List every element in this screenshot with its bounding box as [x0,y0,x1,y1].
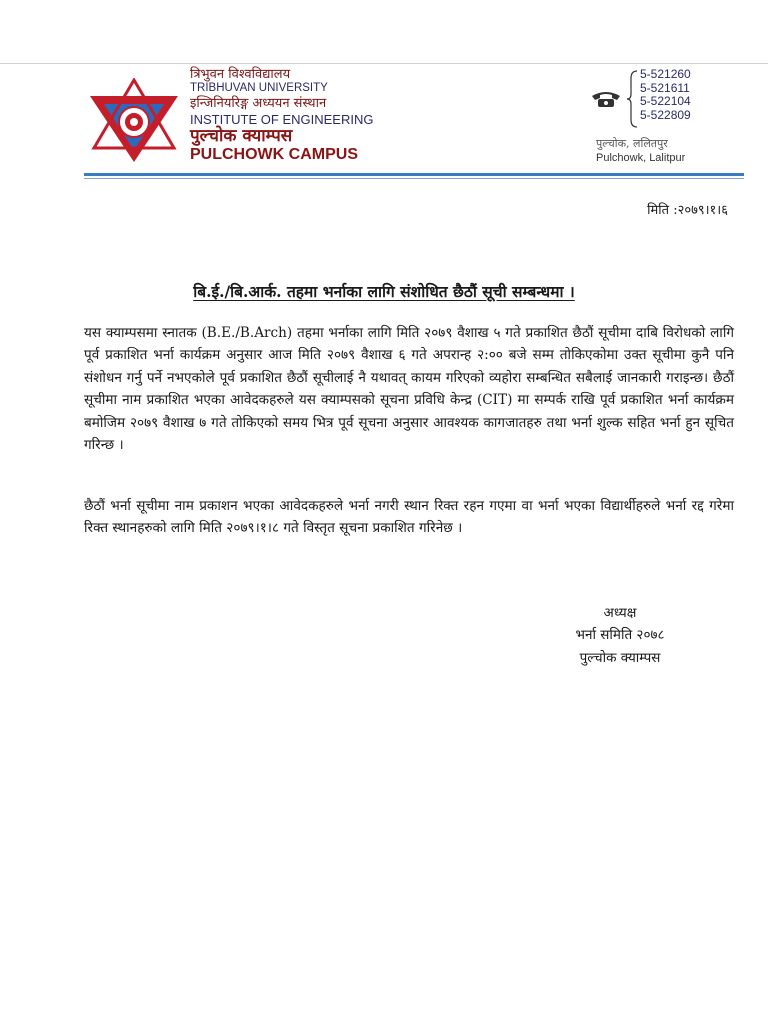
brace-icon [626,70,638,128]
header-rule [84,173,744,176]
address-block [596,136,685,166]
phone-number: 5-522104 [640,94,691,108]
header-rule-thin [84,178,744,179]
signatory-campus: पुल्चोक क्याम्पस [579,649,661,666]
university-name-en: TRIBHUVAN UNIVERSITY [190,82,328,94]
signature-block [520,602,720,669]
phone-number: 5-521611 [640,80,690,95]
notice-title-wrap [0,280,768,302]
telephone-icon [590,88,622,108]
phone-numbers [640,68,691,122]
phone-number: 5-521260 [640,67,691,81]
phone-number: 5-522809 [640,107,691,122]
address-en: Pulchowk, Lalitpur [596,152,686,164]
campus-name-np: पुल्चोक क्याम्पस [190,126,293,146]
campus-name-en: PULCHOWK CAMPUS [190,146,358,163]
institute-name-np: इन्जिनियरिङ्ग अध्ययन संस्थान [190,96,327,111]
address-np: पुल्चोक, ललितपुर [596,137,668,150]
signatory-title: अध्यक्ष [603,605,637,621]
notice-paragraph-2: छैठौं भर्ना सूचीमा नाम प्रकाशन भएका आवेदकहरुले भर्ना नगरी स्थान रिक्त रहन गएमा वा भर्ना भएका विद्यार्थीहरुले भर्ना रद्द गरेमा रिक्त स्थानहरुको लागि मिति २०७९।१।८ गते विस्तृत सूचना प्रकाशित गरिनेछ । [84,498,734,537]
notice-title: बि.ई./बि.आर्क. तहमा भर्नाका लागि संशोधित छैठौं सूची सम्बन्धमा । [193,282,575,301]
notice-paragraph-1: यस क्याम्पसमा स्नातक (B.E./B.Arch) तहमा भर्नाका लागि मिति २०७९ वैशाख ५ गते प्रकाशित छैठौं सूचीमा दाबि विरोधको लागि पूर्व प्रकाशित भर्ना कार्यक्रम अनुसार आज मिति २०७९ वैशाख ६ गते अपरान्ह २:०० बजे सम्म तोकिएकोमा उक्त सूचीमा कुनै पनि संशोधन गर्नु पर्ने नभएकोले पूर्व प्रकाशित छैठौं सूचीलाई नै यथावत् कायम गरिएको व्यहोरा सम्बन्धित सबैलाई जानकारी गराइन्छ। छैठौं सूचीमा नाम प्रकाशित भएका आवेदकहरुले यस क्याम्पसको सूचना प्रविधि केन्द्र (CIT) मा सम्पर्क राखि पूर्व प्रकाशित भर्ना कार्यक्रम बमोजिम २०७९ वैशाख ७ गते तोकिएको समय भित्र पूर्व सूचना अनुसार आवश्यक कागजातहरु तथा भर्ना शुल्क सहित भर्ना हुन सूचित गरिन्छ । [84,325,734,454]
university-name-np: त्रिभुवन विश्वविद्यालय [190,67,291,82]
institute-name-en: INSTITUTE OF ENGINEERING [190,112,374,127]
tribhuvan-university-logo [86,78,182,164]
signatory-committee: भर्ना समिति २०७८ [575,627,665,644]
institution-block [190,68,373,166]
notice-date: मिति :२०७९।१।६ [647,203,728,218]
letterhead [0,64,768,179]
